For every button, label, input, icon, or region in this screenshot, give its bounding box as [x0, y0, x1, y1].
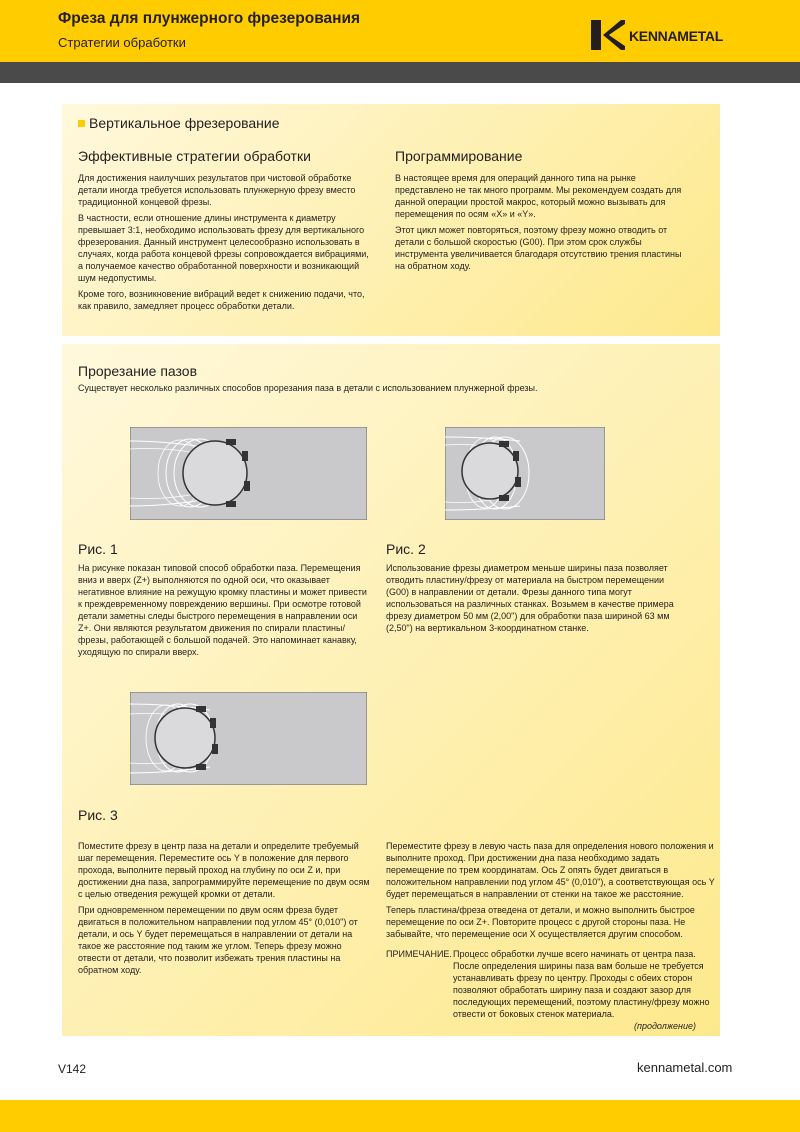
paragraph: Переместите фрезу в левую часть паза для определения нового положения и выполните проход. При достижении дна паза необходимо задать перемещение по трем координатам. Ось Z опять будет двигаться в положительном направлении под углом 45° (0,010"), а соответствующая ось Y будет перемещаться в направлении от стенки на такое же расстояние.	[386, 841, 715, 899]
footer-band	[0, 1100, 800, 1132]
header-title: Фреза для плунжерного фрезерования	[58, 10, 361, 27]
figure-2-slot-diagram	[445, 427, 605, 520]
slotting-intro: Существует несколько различных способов прорезания паза в детали с использованием плунжерной фрезы.	[78, 383, 538, 393]
header-dark-band	[0, 62, 800, 83]
procedure-right-text	[386, 840, 716, 944]
programming-text	[395, 172, 685, 276]
paragraph: В настоящее время для операций данного типа на рынке представлено не так много программ. Мы рекомендуем создать для данной операции простой макрос, который можно вызывать для перемещения по осям «X» и «Y».	[395, 173, 682, 219]
logo-text: KENNAMETAL	[629, 28, 723, 44]
figure-1-text: На рисунке показан типовой способ обработки паза. Перемещения вниз и вверх (Z+) выполняются по одной оси, что оказывает негативное влияние на режущую кромку пластины и может привести к преждевременному повреждению вершины. При осмотре готовой детали заметны следы быстрого перемещения в направлении оси Z+. Они являются результатом движения по спирали пластины/фрезы, работающей с большой подачей. Это напоминает канавку, уходящую по спирали вверх.	[78, 563, 367, 657]
strategies-heading: Эффективные стратегии обработки	[78, 148, 311, 164]
figure-1-caption: Рис. 1	[78, 541, 118, 557]
paragraph: Для достижения наилучших результатов при чистовой обработке детали иногда требуется использовать плунжерную фрезу вместо традиционной концевой фрезы.	[78, 173, 356, 207]
figure-3-slot-diagram	[130, 692, 367, 785]
procedure-left-text	[78, 840, 370, 980]
paragraph: Кроме того, возникновение вибраций ведет к снижению подачи, что, как правило, замедляет процесс обработки детали.	[78, 289, 365, 311]
figure-1-slot-diagram	[130, 427, 367, 520]
programming-heading: Программирование	[395, 148, 523, 164]
paragraph: В частности, если отношение длины инструмента к диаметру превышает 3:1, необходимо использовать фрезу для вертикального фрезерования. Данный инструмент целесообразно использовать в случаях, когда работа концевой фрезы сопровождается вибрациями, а получаемое качество обработанной поверхности и возникающий шум недопустимы.	[78, 213, 369, 283]
note-label: ПРИМЕЧАНИЕ.	[386, 949, 452, 959]
k-logo-icon	[591, 20, 625, 50]
header-subtitle: Стратегии обработки	[58, 35, 186, 50]
continued-label: (продолжение)	[634, 1021, 696, 1031]
website-link[interactable]: kennametal.com	[637, 1060, 733, 1075]
header-band	[0, 0, 800, 62]
figure-2-caption: Рис. 2	[386, 541, 426, 557]
note-text: Процесс обработки лучше всего начинать от центра паза. После определения ширины паза вам больше не требуется устанавливать фрезу по центру. Проходы с обеих сторон позволяют обработать ширину паза и создают зазор для последующих перемещений, поэтому пластину/фрезу можно отвести от боковых стенок материала.	[453, 949, 710, 1019]
slotting-heading: Прорезание пазов	[78, 363, 198, 379]
section-title: Вертикальное фрезерование	[78, 115, 280, 131]
figure-3-caption: Рис. 3	[78, 807, 118, 823]
paragraph: Теперь пластина/фреза отведена от детали, и можно выполнить быстрое перемещение по оси Z+. Повторите процесс с другой стороны паза. Не забывайте, что перемещение оси X осуществляется другим способом.	[386, 905, 695, 939]
paragraph: При одновременном перемещении по двум осям фреза будет двигаться в положительном направлении под углом 45° (0,010") от детали, и ось Y будет перемещаться в направлении от детали на такое же расстояние под таким же углом. Теперь фрезу можно отвести от детали, что позволит избежать трения пластины на обратном ходу.	[78, 905, 358, 975]
strategies-text	[78, 172, 370, 316]
paragraph: Поместите фрезу в центр паза на детали и определите требуемый шаг перемещения. Переместите ось Y в положение для первого прохода, выполните первый проход на глубину по оси Z и, при достижении дна паза, запрограммируйте перемещение по двум осям с целью отведения режущей кромки от детали.	[78, 841, 370, 899]
figure-2-text: Использование фрезы диаметром меньше ширины паза позволяет отводить пластину/фрезу от материала на быстром перемещении (G00) в направлении от детали. Фрезы данного типа могут использоваться на различных станках. Возьмем в качестве примера фрезу диаметром 50 мм (2,00") для обработки паза шириной 63 мм (2,50") на вертикальном 3-координатном станке.	[386, 563, 674, 633]
paragraph: Этот цикл может повторяться, поэтому фрезу можно отводить от детали с большой скоростью (G00). При этом срок службы инструмента увеличивается благодаря отсутствию трения пластины на обратном ходу.	[395, 225, 682, 271]
bullet-square-icon	[78, 120, 85, 127]
page-number: V142	[58, 1062, 87, 1076]
kennametal-logo[interactable]	[591, 20, 731, 50]
